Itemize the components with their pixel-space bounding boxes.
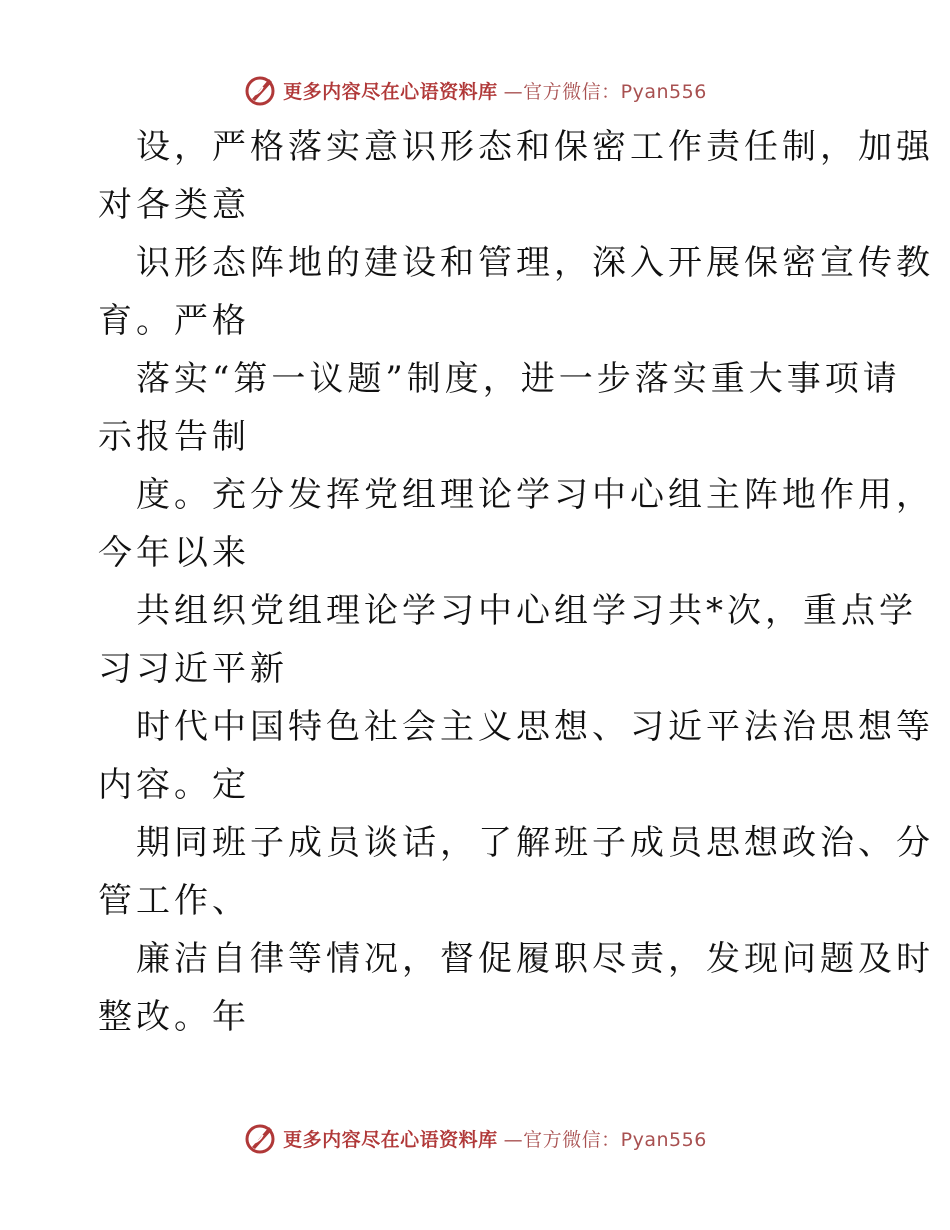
text-line: 期同班子成员谈话，了解班子成员思想政治、分	[136, 823, 934, 863]
watermark-brand: 更多内容尽在心语资料库	[283, 1128, 498, 1151]
text-line: 识形态阵地的建设和管理，深入开展保密宣传教	[136, 243, 934, 283]
document-body	[98, 118, 934, 1046]
watermark-brand: 更多内容尽在心语资料库	[283, 80, 498, 103]
text-line: 落实“第一议题”制度，进一步落实重大事项请	[136, 359, 901, 399]
text-line: 廉洁自律等情况，督促履职尽责，发现问题及时	[136, 939, 934, 979]
text-line: 示报告制	[98, 417, 250, 457]
text-line: 设，严格落实意识形态和保密工作责任制，加强	[136, 127, 934, 167]
quill-logo-icon	[243, 73, 277, 107]
text-line: 内容。定	[98, 765, 250, 805]
header-watermark	[0, 70, 950, 110]
watermark-contact: —官方微信：Pyan556	[503, 1128, 707, 1151]
text-line: 共组织党组理论学习中心组学习共*次，重点学	[136, 591, 917, 631]
text-line: 习习近平新	[98, 649, 288, 689]
text-line: 时代中国特色社会主义思想、习近平法治思想等	[136, 707, 934, 747]
quill-logo-icon	[243, 1121, 277, 1155]
text-line: 对各类意	[98, 185, 250, 225]
watermark-contact: —官方微信：Pyan556	[503, 80, 707, 103]
text-line: 度。充分发挥党组理论学习中心组主阵地作用，	[136, 475, 934, 515]
text-line: 育。严格	[98, 301, 250, 341]
text-line: 今年以来	[98, 533, 250, 573]
text-line: 管工作、	[98, 881, 250, 921]
text-line: 整改。年	[98, 997, 250, 1037]
footer-watermark	[0, 1118, 950, 1158]
